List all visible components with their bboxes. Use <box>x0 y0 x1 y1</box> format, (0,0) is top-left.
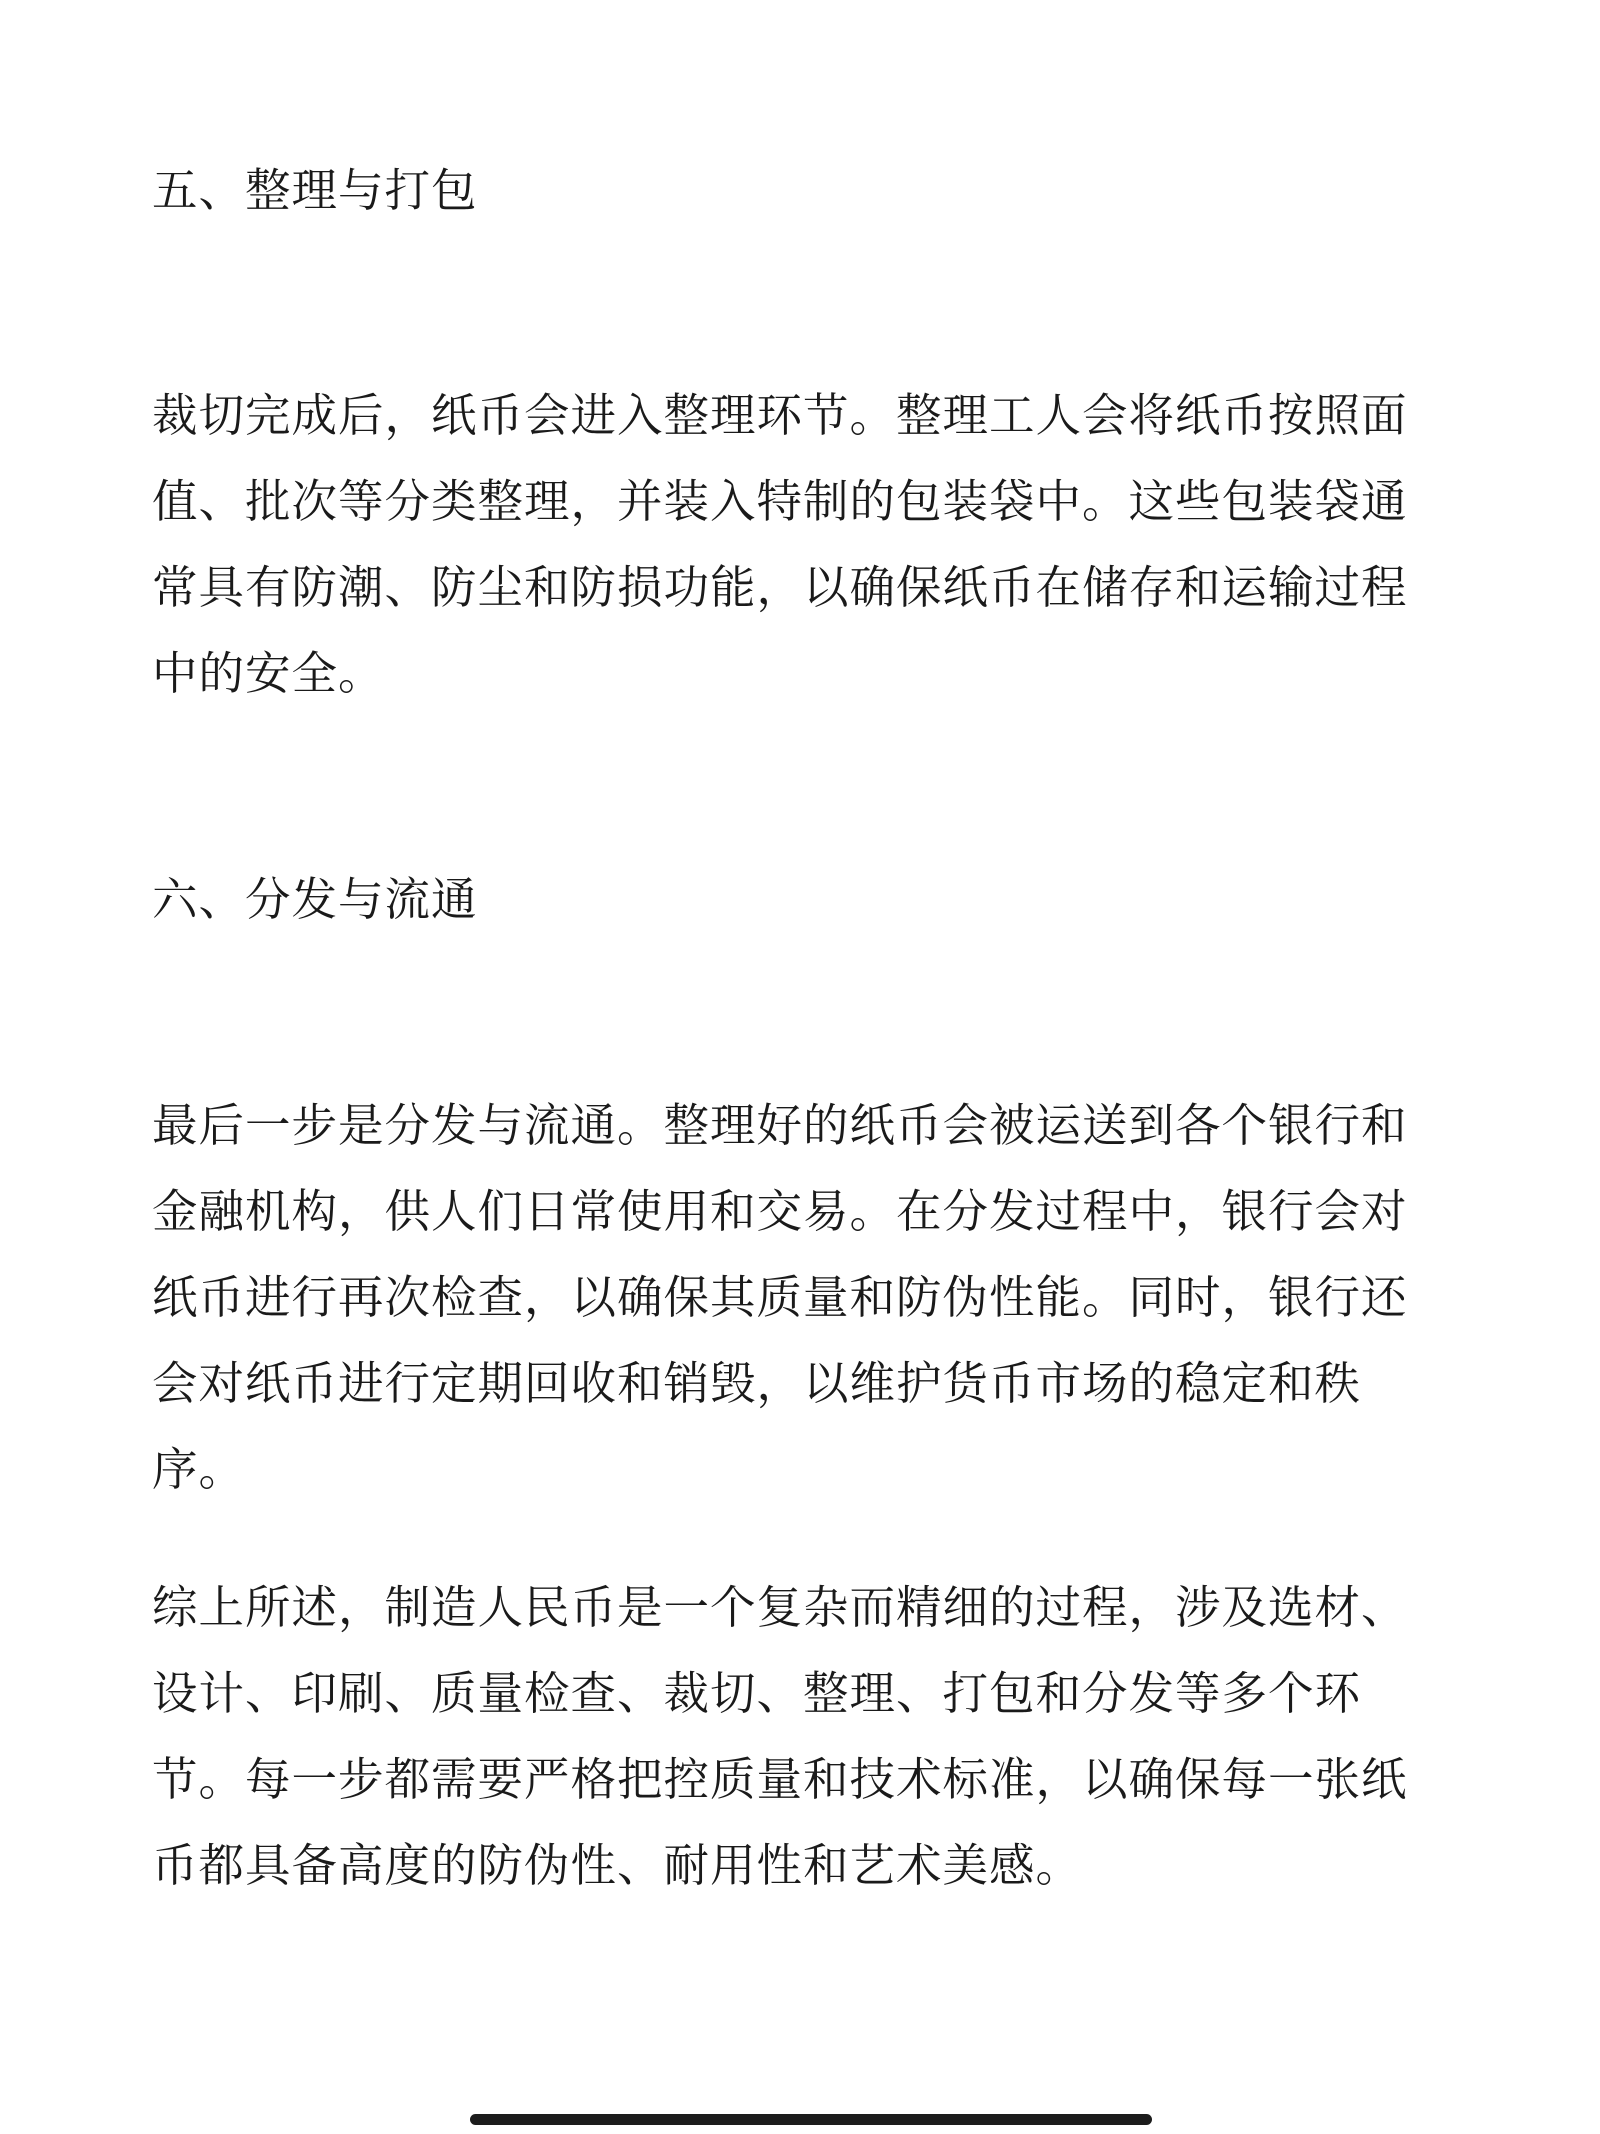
paragraph-packaging: 裁切完成后，纸币会进入整理环节。整理工人会将纸币按照面值、批次等分类整理，并装入特制的包装袋中。这些包装袋通常具有防潮、防尘和防损功能，以确保纸币在储存和运输过程中的安全。 <box>152 389 1408 700</box>
section-heading-packaging: 五、整理与打包 <box>152 164 478 217</box>
paragraph-distribution: 最后一步是分发与流通。整理好的纸币会被运送到各个银行和金融机构，供人们日常使用和交易。在分发过程中，银行会对纸币进行再次检查，以确保其质量和防伪性能。同时，银行还会对纸币进行定期回收和销毁，以维护货币市场的稳定和秩序。 <box>152 1099 1408 1496</box>
home-indicator-bar[interactable] <box>470 2114 1152 2125</box>
section-heading-distribution: 六、分发与流通 <box>152 873 478 926</box>
paragraph-summary: 综上所述，制造人民币是一个复杂而精细的过程，涉及选材、设计、印刷、质量检查、裁切、整理、打包和分发等多个环节。每一步都需要严格把控质量和技术标准，以确保每一张纸币都具备高度的防伪性、耐用性和艺术美感。 <box>152 1581 1408 1892</box>
